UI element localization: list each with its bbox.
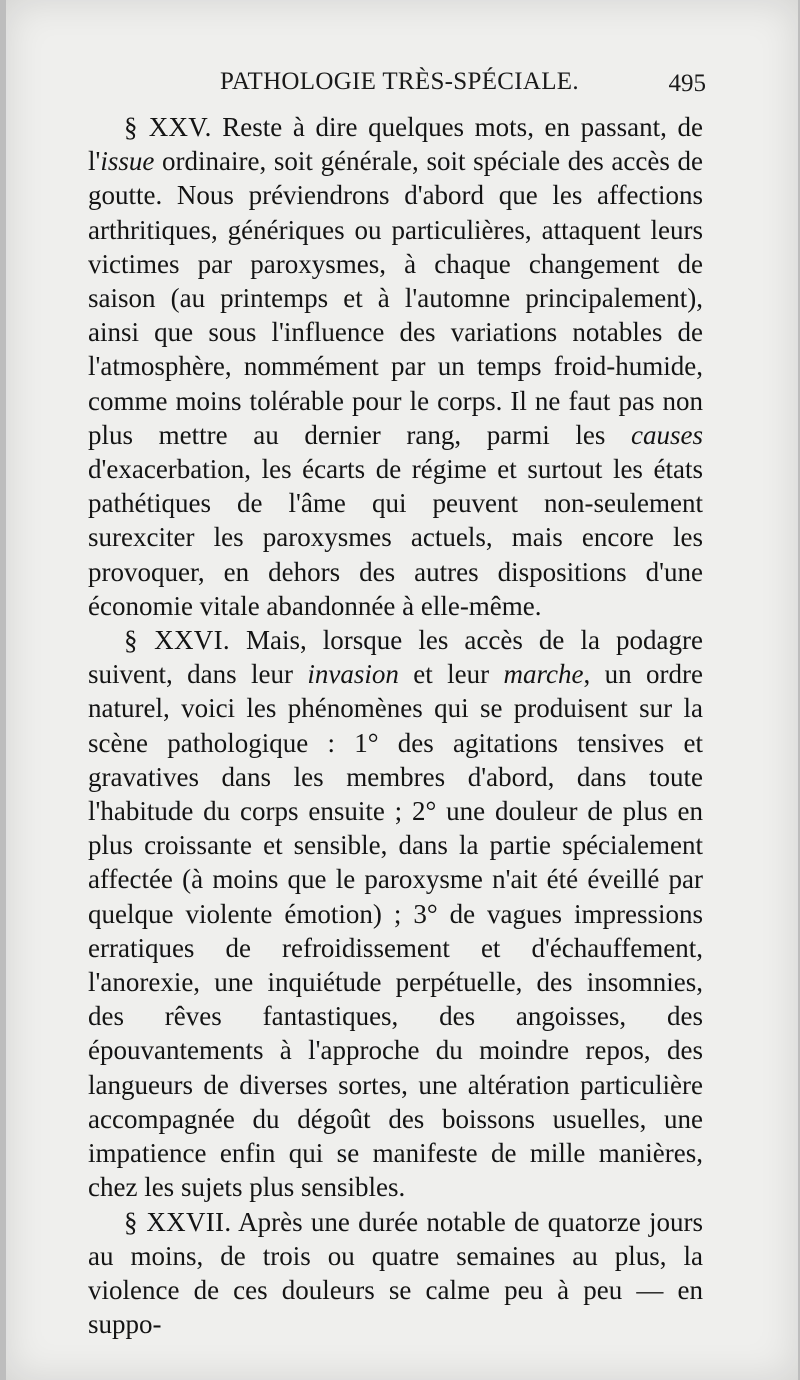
text-segment: Mais, lorsque les accès de la podagre suivent, dans leur: [88, 625, 703, 690]
text-segment: et leur: [398, 659, 504, 690]
running-head: [86, 68, 706, 108]
text-segment: Après une durée notable de quatorze jours au moins, de trois ou quatre semaines au plus, la violence de ces douleurs se calme peu à peu — en suppo-: [88, 1206, 703, 1340]
page-number: 495: [668, 70, 706, 97]
text-segment: ordinaire, soit générale, soit spéciale des accès de goutte. Nous préviendrons d'abord que les affections arthritiques, génériques ou particulières, attaquent leurs victimes par paroxysmes, à chaque changement de saison (au printemps et à l'automne principalement), ainsi que sous l'influence des variations notables de l'atmosphère, nommément par un temps froid-humide, comme moins tolérable pour le corps. Il ne faut pas non plus mettre au dernier rang, parmi les: [88, 146, 703, 450]
book-page: [6, 0, 798, 1380]
section-marker: § XXV.: [124, 112, 212, 142]
text-segment: Reste à dire quelques mots, en passant, de l': [88, 112, 703, 177]
section-marker: § XXVII.: [124, 1206, 232, 1237]
italic-term: causes: [631, 419, 703, 450]
italic-term: marche: [503, 659, 584, 690]
text-segment: d'exacerbation, les écarts de régime et surtout les états pathétiques de l'âme qui peuvent non-seulement surexciter les paroxysmes actuels, mais encore les provoquer, en dehors des autres dispositions d'une économie vitale abandonnée à elle-même.: [88, 454, 703, 621]
italic-term: invasion: [307, 659, 399, 690]
paragraph-xxv: [88, 110, 703, 623]
text-segment: , un ordre naturel, voici les phénomènes qui se produisent sur la scène pathologique : 1° des agitations tensives et gravatives dans les membres d'abord, dans toute l'habitude du corps ensuite ; 2° une douleur de plus en plus croissante et sensible, dans la partie spécialement affectée (à moins que le paroxysme n'ait été éveillé par quelque violente émotion) ; 3° de vagues impressions erratiques de refroidissement et d'échauffement, l'anorexie, une inquiétude perpétuelle, des insomnies, des rêves fantastiques, des angoisses, des épouvantements à l'approche du moindre repos, des langueurs de diverses sortes, une altération particulière accompagnée du dégoût des boissons usuelles, une impatience enfin qui se manifeste de mille manières, chez les sujets plus sensibles.: [88, 659, 704, 1203]
running-title: PATHOLOGIE TRÈS-SPÉCIALE.: [220, 68, 579, 95]
section-marker: § XXVI.: [124, 625, 230, 656]
paragraph-xxvii: [88, 1205, 703, 1342]
italic-term: issue: [100, 146, 155, 177]
body-text: [88, 110, 703, 1341]
paragraph-xxvi: [88, 623, 703, 1204]
